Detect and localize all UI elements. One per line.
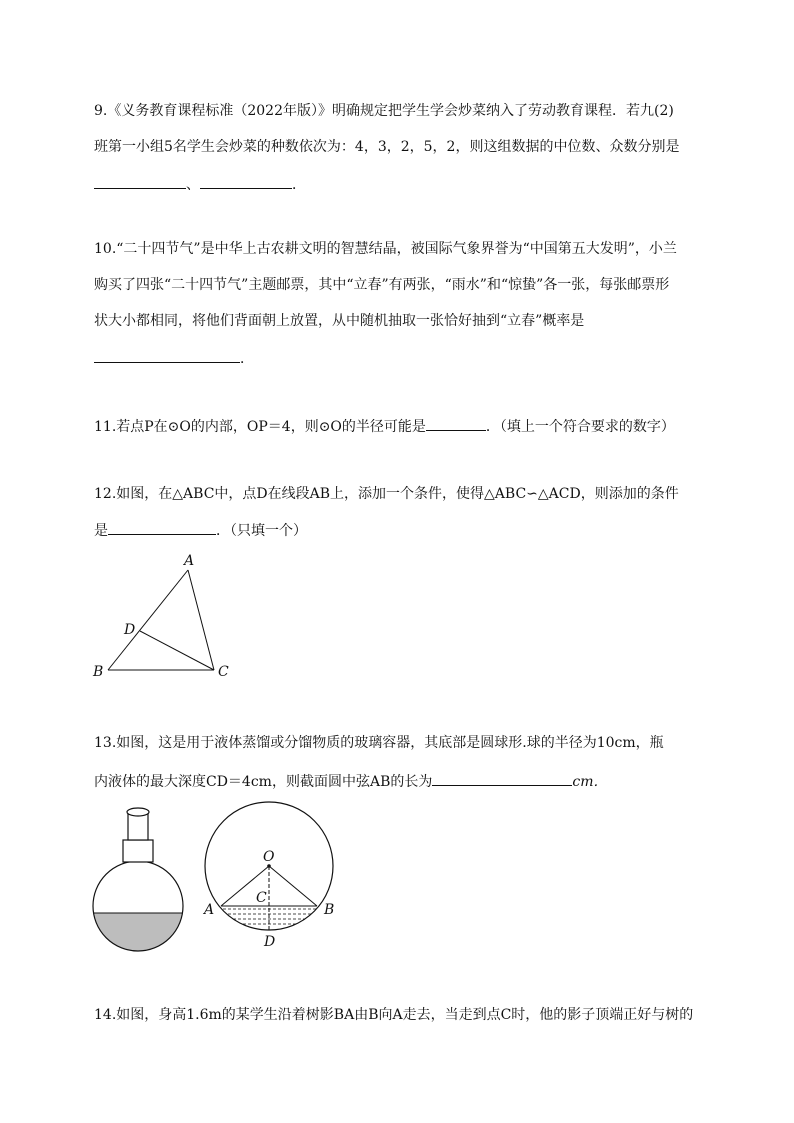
- q12-label-a: A: [184, 553, 195, 569]
- q13-label-b: B: [324, 902, 335, 918]
- q13-text-before: 内液体的最大深度CD＝4cm，则截面圆中弦AB的长为: [94, 774, 433, 790]
- q12-line-2: [94, 518, 307, 541]
- q12-label-c: C: [218, 664, 229, 680]
- q13-label-d: D: [264, 934, 276, 950]
- flask-mouth: [127, 808, 149, 816]
- q9-answer-line: [94, 172, 306, 195]
- q11-text-before: 11.若点P在⊙O的内部，OP＝4，则⊙O的半径可能是: [94, 419, 426, 435]
- q9-line-1: 9.《义务教育课程标准（2022年版）》明确规定把学生学会炒菜纳入了劳动教育课程．若九(2): [94, 103, 674, 119]
- q11-line: [94, 414, 675, 437]
- q11-text-after: ．（填上一个符合要求的数字）: [485, 419, 675, 435]
- q13-circle-figure: [198, 796, 358, 956]
- q12-label-d: D: [124, 622, 136, 638]
- q12-triangle-figure: [88, 548, 248, 688]
- q12-line-1: 12.如图，在△ABC中，点D在线段AB上，添加一个条件，使得△ABC∽△ACD，则添加的条件: [94, 486, 679, 502]
- q13-unit: cm．: [572, 774, 608, 790]
- q12-label-b: B: [93, 664, 104, 680]
- q10-answer-line: [94, 346, 254, 369]
- q10-blank[interactable]: [94, 346, 240, 363]
- q13-label-a: A: [204, 902, 215, 918]
- q12-side-ab: [108, 570, 188, 670]
- q12-text-before: 是: [94, 523, 108, 539]
- q9-separator: 、: [186, 177, 200, 193]
- q12-side-ac: [188, 570, 214, 670]
- q12-blank[interactable]: [108, 518, 216, 535]
- q13-label-c: C: [256, 890, 267, 906]
- q9-end: ．: [292, 177, 306, 193]
- q11-blank[interactable]: [426, 414, 486, 431]
- q9-blank-median[interactable]: [94, 172, 186, 189]
- q10-line-1: 10.“二十四节气”是中华上古农耕文明的智慧结晶，被国际气象界誉为“中国第五大发明”，小兰: [94, 241, 677, 257]
- q12-text-after: ．（只填一个）: [216, 523, 307, 539]
- q9-line-2: 班第一小组5名学生会炒菜的种数依次为：4，3，2，5，2，则这组数据的中位数、众数分别是: [94, 139, 680, 155]
- q10-line-3: 状大小都相同，将他们背面朝上放置，从中随机抽取一张恰好抽到“立春”概率是: [94, 313, 585, 329]
- q13-radius-ob: [269, 866, 317, 906]
- q13-label-o: O: [263, 849, 275, 865]
- q14-line-1: 14.如图，身高1.6m的某学生沿着树影BA由B向A走去，当走到点C时，他的影子顶端正好与树的: [94, 1007, 694, 1023]
- flask-neck: [123, 840, 153, 862]
- q12-segment-cd: [140, 631, 214, 670]
- q13-line-2: [94, 769, 607, 792]
- q10-end: ．: [240, 351, 254, 367]
- q10-line-2: 购买了四张“二十四节气”主题邮票，其中“立春”有两张，“雨水”和“惊蛰”各一张，每张邮票形: [94, 277, 670, 293]
- q13-blank[interactable]: [432, 769, 572, 786]
- q13-flask-figure: [88, 800, 192, 956]
- q9-blank-mode[interactable]: [200, 172, 292, 189]
- q13-line-1: 13.如图，这是用于液体蒸馏或分馏物质的玻璃容器，其底部是圆球形.球的半径为10cm，瓶: [94, 735, 664, 751]
